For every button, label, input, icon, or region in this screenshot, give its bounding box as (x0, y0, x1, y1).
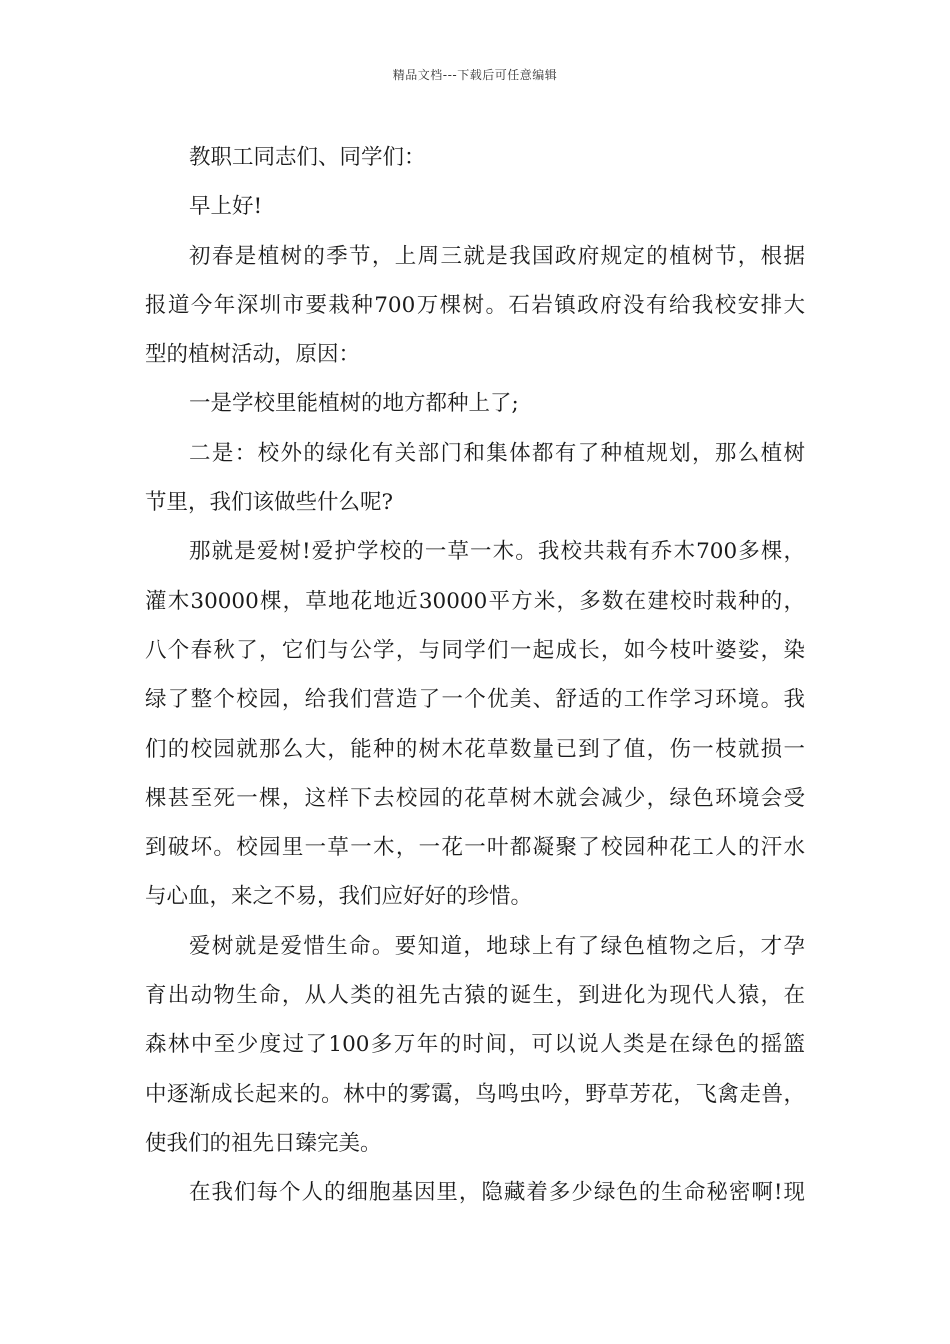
paragraph-line: 在我们每个人的细胞基因里，隐藏着多少绿色的生命秘密啊!现 (189, 1180, 805, 1206)
paragraph-line: 到破坏。校园里一草一木，一花一叶都凝聚了校园种花工人的汗水 (145, 835, 805, 861)
paragraph-line: 使我们的祖先日臻完美。 (145, 1130, 382, 1156)
paragraph-line: 初春是植树的季节，上周三就是我国政府规定的植树节，根据 (189, 243, 805, 269)
paragraph-line: 型的植树活动，原因： (145, 342, 361, 368)
paragraph-line: 节里，我们该做些什么呢? (145, 490, 394, 516)
paragraph-line: 那就是爱树!爱护学校的一草一木。我校共栽有乔木700多棵， (189, 539, 805, 565)
paragraph-line: 中逐渐成长起来的。林中的雾霭，鸟鸣虫吟，野草芳花，飞禽走兽， (145, 1081, 805, 1107)
paragraph-line: 灌木30000棵，草地花地近30000平方米，多数在建校时栽种的， (145, 588, 805, 614)
page-header: 精品文档---下载后可任意编辑 (392, 68, 558, 82)
paragraph-line: 绿了整个校园，给我们营造了一个优美、舒适的工作学习环境。我 (145, 687, 805, 713)
document-body (145, 133, 805, 1218)
paragraph-line: 二是：校外的绿化有关部门和集体都有了种植规划，那么植树 (189, 440, 805, 466)
paragraph-line: 一是学校里能植树的地方都种上了; (189, 391, 519, 417)
paragraph-line: 报道今年深圳市要栽种700万棵树。石岩镇政府没有给我校安排大 (145, 292, 805, 318)
paragraph-line: 们的校园就那么大，能种的树木花草数量已到了值，伤一枝就损一 (145, 736, 805, 762)
paragraph-line: 爱树就是爱惜生命。要知道，地球上有了绿色植物之后，才孕 (189, 933, 805, 959)
greeting-line: 教职工同志们、同学们： (189, 145, 426, 170)
paragraph-line: 育出动物生命，从人类的祖先古猿的诞生，到进化为现代人猿，在 (145, 983, 805, 1009)
paragraph-line: 棵甚至死一棵，这样下去校园的花草树木就会减少，绿色环境会受 (145, 785, 805, 811)
paragraph-line: 八个春秋了，它们与公学，与同学们一起成长，如今枝叶婆娑，染 (145, 637, 805, 663)
paragraph-line: 与心血，来之不易，我们应好好的珍惜。 (145, 884, 533, 910)
greeting-morning: 早上好! (189, 194, 263, 220)
paragraph-line: 森林中至少度过了100多万年的时间，可以说人类是在绿色的摇篮 (145, 1032, 805, 1058)
